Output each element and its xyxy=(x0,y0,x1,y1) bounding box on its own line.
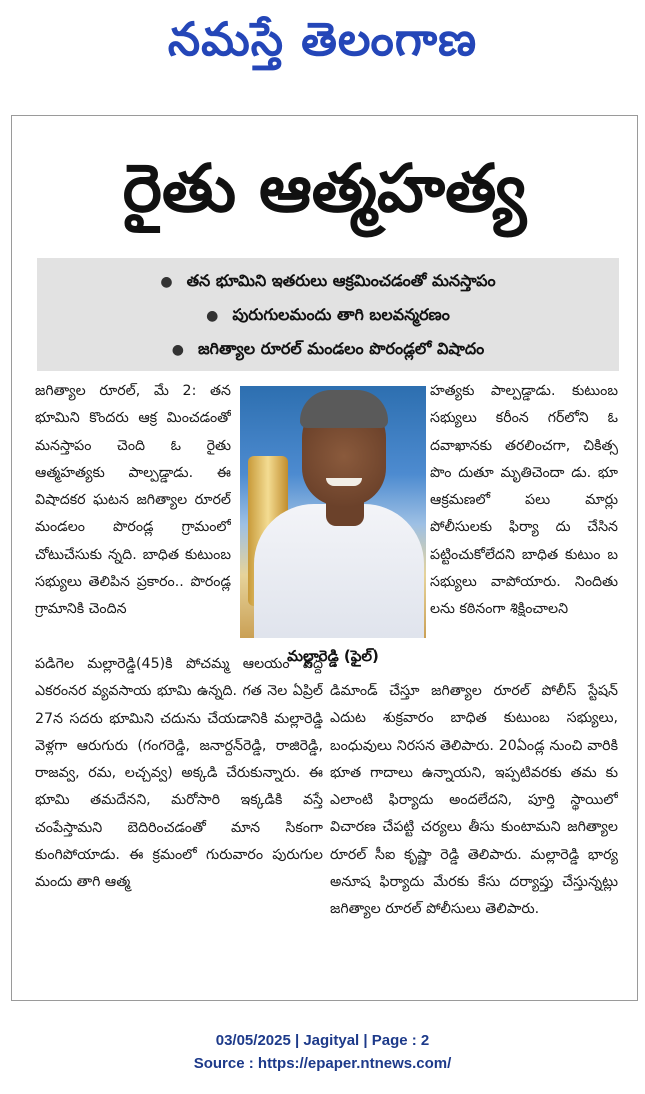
bullet-icon: ● xyxy=(206,308,219,324)
photo-caption: మల్లారెడ్డి (ఫైల్) xyxy=(240,638,426,674)
smile-shape xyxy=(326,478,362,486)
article-column-left-top: జగిత్యాల రూరల్, మే 2: తన భూమిని కొందరు ఆక్ర మించడంతో మనస్తాపం చెంది ఓ రైతు ఆత్మహత్యకు పాల్పడ్డాడు. ఈ విషాదకర ఘటన జగిత్యాల రూరల్ మండలం పొరండ్ల గ్రామంలో చోటుచేసుకు న్నది. బాధిత కుటుంబ సభ్యులు తెలిపిన ప్రకారం.. పొరండ్ల గ్రామానికి చెందిన xyxy=(35,383,231,618)
subheadline-box xyxy=(37,258,619,371)
article-column-right-bottom: డిమాండ్ చేస్తూ జగిత్యాల రూరల్ పోలీస్ స్టేషన్ ఎదుట శుక్రవారం బాధిత కుటుంబ సభ్యులు, బంధువులు నిరసన తెలిపారు. 20ఏండ్ల నుంచి వారికి భూత గాదాలు ఉన్నాయని, ఇప్పటివరకు తమ కు ఎలాంటి ఫిర్యాదు అందలేదని, పూర్తి స్థాయిలో విచారణ చేపట్టి చర్యలు తీసు కుంటామని జగిత్యాల రూరల్ సీఐ కృష్ణా రెడ్డి తెలిపారు. మల్లారెడ్డి భార్య అనూష ఫిర్యాదు మేరకు కేసు దర్యాప్తు చేస్తున్నట్లు జగిత్యాల రూరల్ పోలీసులు తెలిపారు. xyxy=(330,683,618,918)
bullet-icon: ● xyxy=(171,342,184,358)
subheadline-3: ● జగిత్యాల రూరల్ మండలం పొరండ్లలో విషాదం xyxy=(171,339,485,358)
masthead-logo: నమస్తే తెలంగాణ xyxy=(167,12,478,66)
hair-shape xyxy=(300,390,388,428)
bullet-icon: ● xyxy=(160,274,173,290)
subheadline-2: ● పురుగులమందు తాగి బలవన్మరణం xyxy=(206,305,450,324)
article-column-right-top: హత్యకు పాల్పడ్డాడు. కుటుంబ సభ్యులు కరీంన గర్‌లోని ఓ దవాఖానకు తరలించగా, చికిత్స పొం దుతూ మృతిచెందా డు. భూ ఆక్రమణలో పలు మార్లు పోలీసులకు ఫిర్యా దు చేసిన పట్టించుకోలేదని బాధిత కుటుం బ సభ్యులు వాపోయారు. నిందితు లను కఠినంగా శిక్షించాలని xyxy=(430,383,618,618)
farmer-photo xyxy=(240,386,426,638)
footer-source-link: Source : https://epaper.ntnews.com/ xyxy=(193,1055,452,1072)
footer-date-edition: 03/05/2025 | Jagityal | Page : 2 xyxy=(215,1032,430,1049)
article-headline: రైతు ఆత్మహత్య xyxy=(122,150,527,227)
article-column-left-bottom: పడిగెల మల్లారెడ్డి(45)కి పోచమ్మ ఆలయం వద్ద ఎకరంనర వ్యవసాయ భూమి ఉన్నది. గత నెల ఏప్రిల్ 27న సదరు భూమిని చదును చేయడానికి మల్లారెడ్డి వెళ్లగా ఆరుగురు (గంగరెడ్డి, జనార్దన్‌రెడ్డి, రాజిరెడ్డి, రాజవ్వ, రమ, లచ్చవ్వ) అక్కడి చేరుకున్నారు. ఈ భూమి తమదేనని, మరోసారి ఇక్కడికి వస్తే చంపేస్తామని బెదిరించడంతో మాన సికంగా కుంగిపోయాడు. ఈ క్రమంలో గురువారం పురుగుల మందు తాగి ఆత్మ xyxy=(35,656,323,891)
subheadline-1: ● తన భూమిని ఇతరులు ఆక్రమించడంతో మనస్తాపం xyxy=(160,271,496,290)
news-clipping xyxy=(11,115,638,1001)
